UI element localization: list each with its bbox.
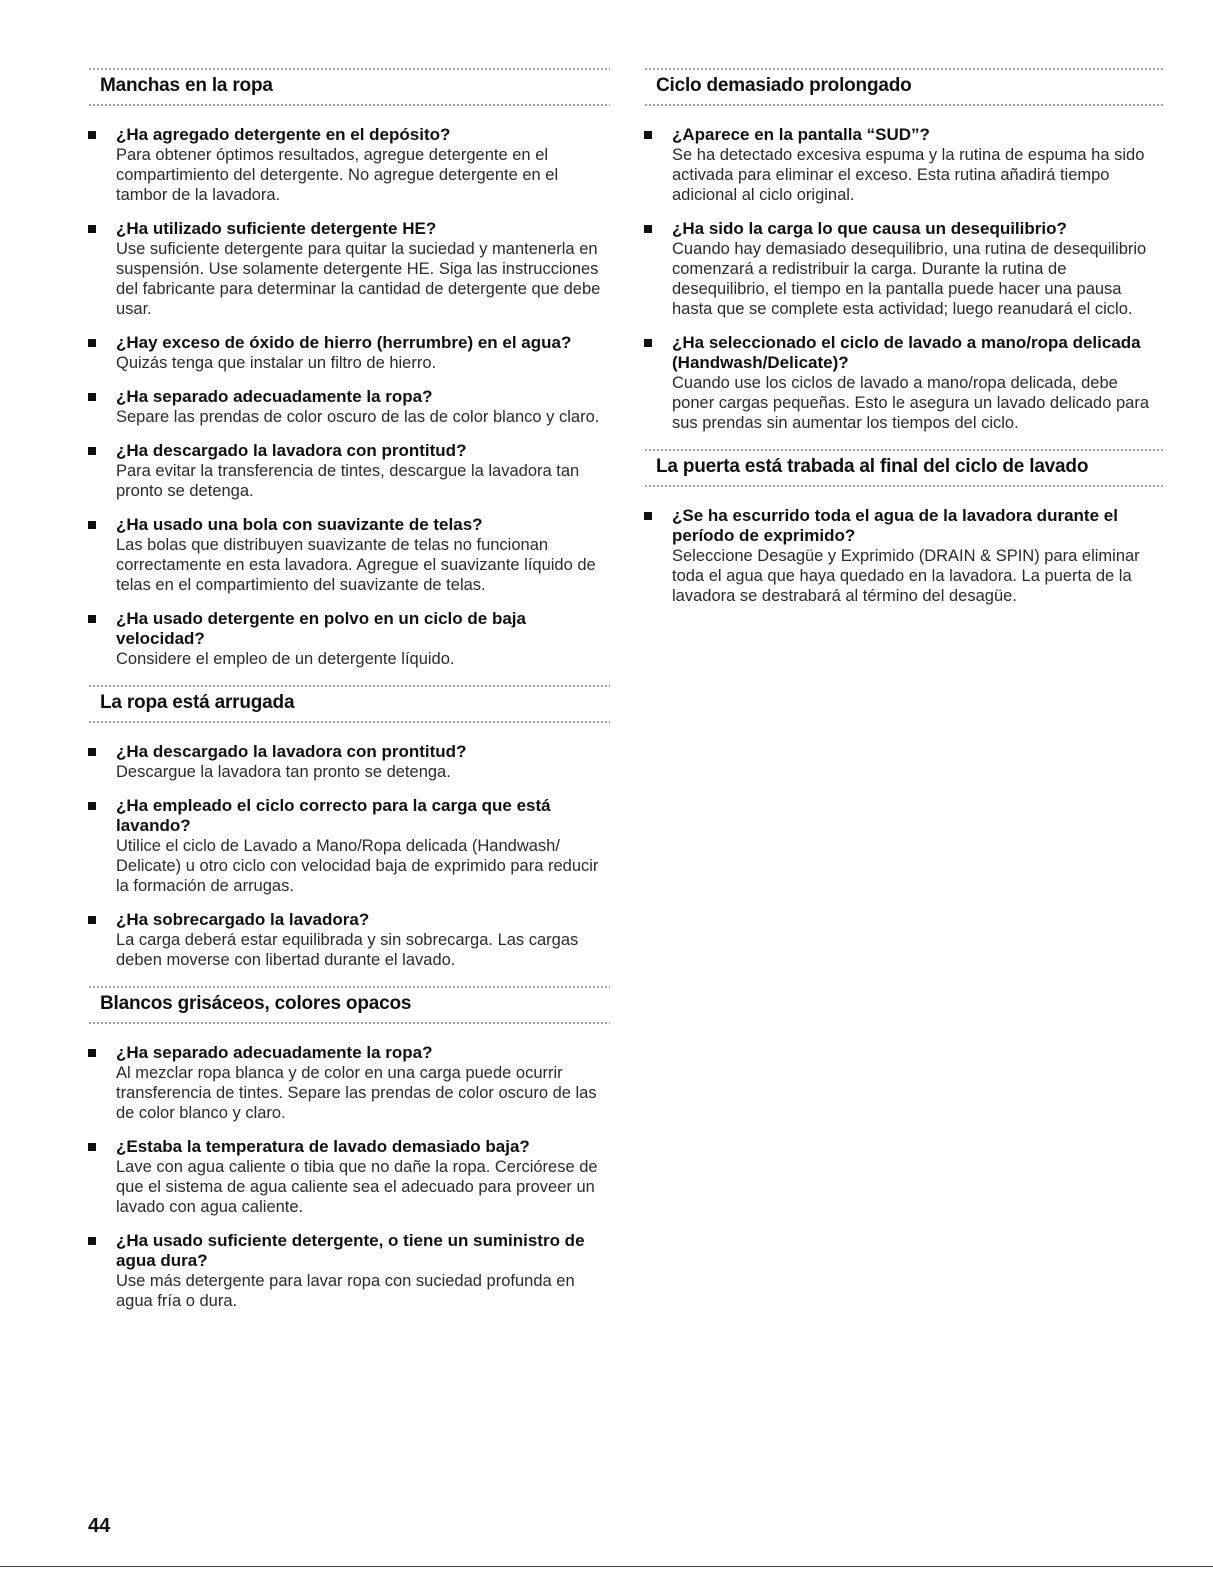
list-item bbox=[88, 125, 610, 205]
question: ¿Ha usado detergente en polvo en un ciclo de baja velocidad? bbox=[116, 609, 526, 648]
question: ¿Hay exceso de óxido de hierro (herrumbre) en el agua? bbox=[116, 333, 572, 352]
section-title: Blancos grisáceos, colores opacos bbox=[100, 993, 412, 1014]
answer: Quizás tenga que instalar un filtro de hierro. bbox=[116, 354, 437, 372]
answer: Seleccione Desagüe y Exprimido (DRAIN & SPIN) para eliminar toda el agua que haya quedado en la lavadora. La puerta de la lavadora se destrabará al término del desagüe. bbox=[672, 547, 1140, 605]
question: ¿Ha utilizado suficiente detergente HE? bbox=[116, 219, 437, 238]
list-item bbox=[88, 1043, 610, 1123]
answer: Cuando hay demasiado desequilibrio, una rutina de desequilibrio comenzará a redistribuir la carga. Durante la rutina de desequilibrio, el tiempo en la pantalla puede hacer una pausa hasta que se complete esta actividad; luego reanudará el ciclo. bbox=[672, 240, 1147, 318]
question: ¿Ha empleado el ciclo correcto para la carga que está lavando? bbox=[116, 796, 551, 835]
list-item bbox=[88, 387, 610, 427]
section-header bbox=[88, 683, 610, 724]
bullet-icon bbox=[88, 521, 96, 529]
list-item bbox=[88, 1231, 610, 1311]
bullet-icon bbox=[644, 225, 652, 233]
bullet-icon bbox=[88, 339, 96, 347]
section-header bbox=[644, 66, 1164, 107]
answer: Considere el empleo de un detergente líquido. bbox=[116, 650, 455, 668]
right-column bbox=[644, 66, 1164, 620]
dotted-rule bbox=[88, 683, 610, 688]
bullet-icon bbox=[88, 447, 96, 455]
question: ¿Ha separado adecuadamente la ropa? bbox=[116, 1043, 433, 1062]
dotted-rule bbox=[644, 483, 1164, 488]
answer: La carga deberá estar equilibrada y sin sobrecarga. Las cargas deben moverse con libertad durante el lavado. bbox=[116, 931, 579, 969]
dotted-rule bbox=[88, 1020, 610, 1025]
bullet-icon bbox=[88, 1143, 96, 1151]
section-manchas bbox=[88, 66, 610, 669]
bullet-icon bbox=[644, 131, 652, 139]
answer: Las bolas que distribuyen suavizante de telas no funcionan correctamente en esta lavadora. Agregue el suavizante líquido de telas en el compartimiento del suavizante de telas. bbox=[116, 536, 596, 594]
bullet-icon bbox=[88, 615, 96, 623]
item-list bbox=[644, 506, 1164, 606]
question: ¿Estaba la temperatura de lavado demasiado baja? bbox=[116, 1137, 530, 1156]
item-list bbox=[88, 742, 610, 970]
bullet-icon bbox=[644, 512, 652, 520]
question: ¿Ha sobrecargado la lavadora? bbox=[116, 910, 370, 929]
list-item bbox=[88, 333, 610, 373]
question: ¿Ha descargado la lavadora con prontitud? bbox=[116, 441, 467, 460]
left-column bbox=[88, 66, 610, 1325]
dotted-rule bbox=[88, 66, 610, 71]
list-item bbox=[644, 219, 1164, 319]
section-arrugada bbox=[88, 683, 610, 970]
answer: Para evitar la transferencia de tintes, descargue la lavadora tan pronto se detenga. bbox=[116, 462, 580, 500]
bullet-icon bbox=[88, 748, 96, 756]
bullet-icon bbox=[644, 339, 652, 347]
dotted-rule bbox=[88, 102, 610, 107]
bullet-icon bbox=[88, 131, 96, 139]
question: ¿Ha sido la carga lo que causa un desequilibrio? bbox=[672, 219, 1067, 238]
section-puerta-trabada bbox=[644, 447, 1164, 606]
list-item bbox=[88, 609, 610, 669]
question: ¿Ha usado suficiente detergente, o tiene un suministro de agua dura? bbox=[116, 1231, 585, 1270]
answer: Al mezclar ropa blanca y de color en una carga puede ocurrir transferencia de tintes. Separe las prendas de color oscuro de las de color blanco y claro. bbox=[116, 1064, 597, 1122]
answer: Se ha detectado excesiva espuma y la rutina de espuma ha sido activada para eliminar el exceso. Esta rutina añadirá tiempo adicional al ciclo original. bbox=[672, 146, 1145, 204]
item-list bbox=[88, 1043, 610, 1311]
item-list bbox=[644, 125, 1164, 433]
answer: Use más detergente para lavar ropa con suciedad profunda en agua fría o dura. bbox=[116, 1272, 575, 1310]
answer: Descargue la lavadora tan pronto se detenga. bbox=[116, 763, 451, 781]
bullet-icon bbox=[88, 1049, 96, 1057]
section-header bbox=[88, 984, 610, 1025]
dotted-rule bbox=[644, 102, 1164, 107]
list-item bbox=[88, 515, 610, 595]
dotted-rule bbox=[644, 66, 1164, 71]
dotted-rule bbox=[88, 984, 610, 989]
section-blancos bbox=[88, 984, 610, 1311]
question: ¿Ha usado una bola con suavizante de telas? bbox=[116, 515, 483, 534]
question: ¿Ha separado adecuadamente la ropa? bbox=[116, 387, 433, 406]
page-number: 44 bbox=[88, 1515, 111, 1537]
bullet-icon bbox=[88, 916, 96, 924]
bullet-icon bbox=[88, 393, 96, 401]
question: ¿Aparece en la pantalla “SUD”? bbox=[672, 125, 930, 144]
dotted-rule bbox=[88, 719, 610, 724]
list-item bbox=[644, 506, 1164, 606]
section-title: La ropa está arrugada bbox=[100, 692, 295, 713]
section-title: Ciclo demasiado prolongado bbox=[656, 75, 912, 96]
question: ¿Ha seleccionado el ciclo de lavado a mano/ropa delicada (Handwash/Delicate)? bbox=[672, 333, 1141, 372]
answer: Para obtener óptimos resultados, agregue detergente en el compartimiento del detergente. No agregue detergente en el tambor de la lavadora. bbox=[116, 146, 559, 204]
list-item bbox=[88, 910, 610, 970]
section-header bbox=[644, 447, 1164, 488]
answer: Separe las prendas de color oscuro de las de color blanco y claro. bbox=[116, 408, 600, 426]
list-item bbox=[88, 441, 610, 501]
section-title: Manchas en la ropa bbox=[100, 75, 273, 96]
bullet-icon bbox=[88, 1237, 96, 1245]
bullet-icon bbox=[88, 225, 96, 233]
list-item bbox=[88, 796, 610, 896]
answer: Cuando use los ciclos de lavado a mano/ropa delicada, debe poner cargas pequeñas. Esto le asegura un lavado delicado para sus prendas sin aumentar los tiempos del ciclo. bbox=[672, 374, 1150, 432]
section-ciclo-prolongado bbox=[644, 66, 1164, 433]
list-item bbox=[88, 742, 610, 782]
bullet-icon bbox=[88, 802, 96, 810]
list-item bbox=[644, 125, 1164, 205]
answer: Lave con agua caliente o tibia que no dañe la ropa. Cerciórese de que el sistema de agua caliente sea el adecuado para proveer un lavado con agua caliente. bbox=[116, 1158, 598, 1216]
item-list bbox=[88, 125, 610, 669]
question: ¿Ha descargado la lavadora con prontitud? bbox=[116, 742, 467, 761]
list-item bbox=[88, 1137, 610, 1217]
question: ¿Ha agregado detergente en el depósito? bbox=[116, 125, 451, 144]
bottom-rule bbox=[0, 1566, 1213, 1567]
dotted-rule bbox=[644, 447, 1164, 452]
answer: Utilice el ciclo de Lavado a Mano/Ropa delicada (Handwash/ Delicate) u otro ciclo con velocidad baja de exprimido para reducir la formación de arrugas. bbox=[116, 837, 599, 895]
list-item bbox=[88, 219, 610, 319]
section-header bbox=[88, 66, 610, 107]
question: ¿Se ha escurrido toda el agua de la lavadora durante el período de exprimido? bbox=[672, 506, 1118, 545]
list-item bbox=[644, 333, 1164, 433]
section-title: La puerta está trabada al final del ciclo de lavado bbox=[656, 456, 1089, 477]
answer: Use suficiente detergente para quitar la suciedad y mantenerla en suspensión. Use solamente detergente HE. Siga las instrucciones del fabricante para determinar la cantidad de detergente que debe usar. bbox=[116, 240, 601, 318]
